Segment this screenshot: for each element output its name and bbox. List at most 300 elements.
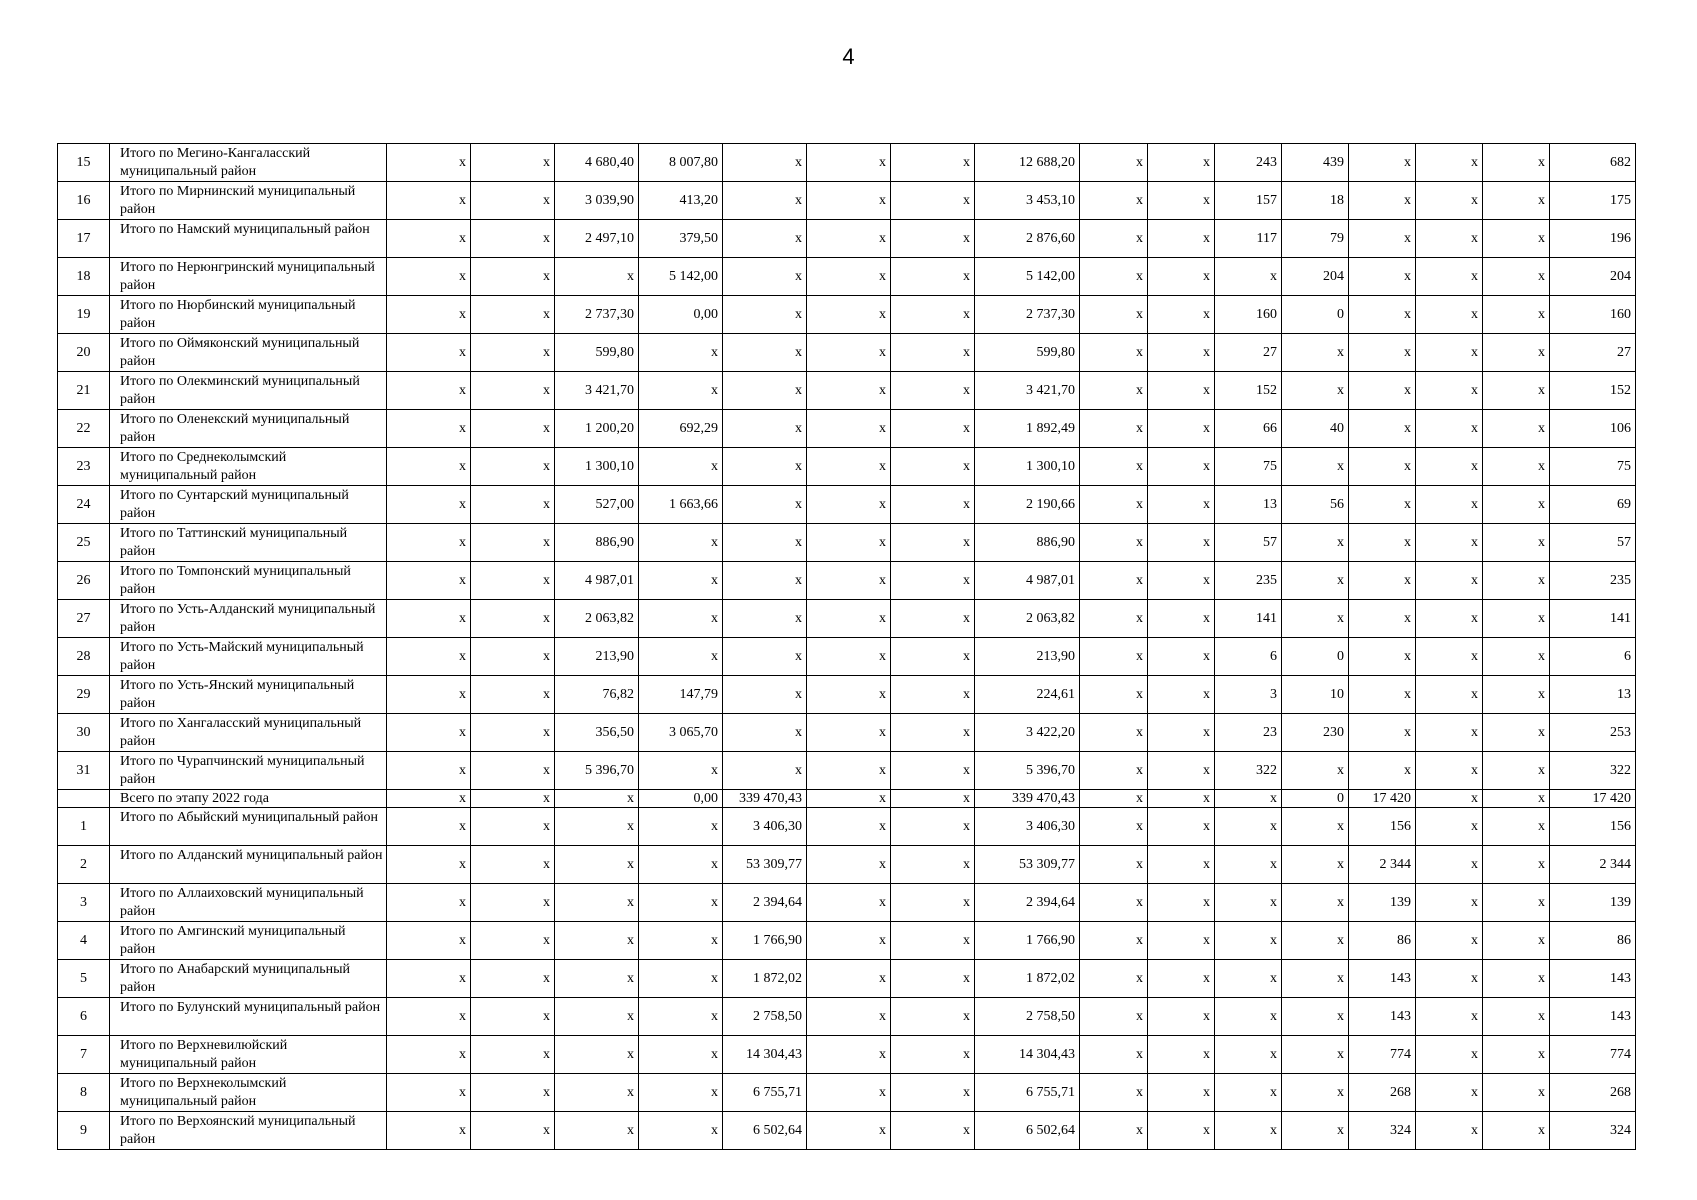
value-cell: 3 065,70: [639, 714, 723, 752]
value-cell: x: [891, 638, 975, 676]
value-cell: 157: [1215, 182, 1282, 220]
value-cell: 2 063,82: [975, 600, 1080, 638]
value-cell: x: [1080, 846, 1148, 884]
value-cell: 224,61: [975, 676, 1080, 714]
value-cell: x: [1080, 144, 1148, 182]
value-cell: x: [1148, 846, 1215, 884]
value-cell: x: [1416, 410, 1483, 448]
value-cell: 774: [1349, 1036, 1416, 1074]
table-row: [58, 334, 1636, 372]
value-cell: x: [807, 676, 891, 714]
value-cell: x: [1483, 1112, 1550, 1150]
value-cell: 86: [1550, 922, 1636, 960]
value-cell: 3 421,70: [555, 372, 639, 410]
value-cell: 230: [1282, 714, 1349, 752]
row-number: [58, 790, 110, 808]
value-cell: x: [1483, 846, 1550, 884]
value-cell: 4 987,01: [975, 562, 1080, 600]
value-cell: x: [807, 524, 891, 562]
value-cell: x: [1282, 600, 1349, 638]
value-cell: x: [1080, 220, 1148, 258]
value-cell: x: [1148, 182, 1215, 220]
table-row: [58, 372, 1636, 410]
value-cell: x: [555, 884, 639, 922]
value-cell: x: [1483, 808, 1550, 846]
value-cell: 6 502,64: [975, 1112, 1080, 1150]
value-cell: x: [387, 676, 471, 714]
value-cell: 143: [1349, 960, 1416, 998]
value-cell: x: [1416, 1112, 1483, 1150]
value-cell: 268: [1349, 1074, 1416, 1112]
value-cell: x: [1483, 220, 1550, 258]
row-number: 25: [58, 524, 110, 562]
value-cell: 17 420: [1349, 790, 1416, 808]
value-cell: 1 300,10: [975, 448, 1080, 486]
value-cell: x: [807, 1112, 891, 1150]
value-cell: x: [387, 524, 471, 562]
value-cell: x: [807, 334, 891, 372]
page-number: 4: [842, 44, 855, 69]
value-cell: 2 190,66: [975, 486, 1080, 524]
table-row: [58, 638, 1636, 676]
value-cell: 2 737,30: [975, 296, 1080, 334]
summary-table: [57, 143, 1636, 1150]
row-number: 8: [58, 1074, 110, 1112]
value-cell: x: [1416, 752, 1483, 790]
value-cell: 23: [1215, 714, 1282, 752]
value-cell: 439: [1282, 144, 1349, 182]
table-row: [58, 258, 1636, 296]
value-cell: x: [807, 410, 891, 448]
value-cell: x: [471, 448, 555, 486]
value-cell: 3 406,30: [723, 808, 807, 846]
value-cell: x: [1282, 846, 1349, 884]
row-number: 21: [58, 372, 110, 410]
value-cell: x: [1483, 524, 1550, 562]
value-cell: x: [723, 258, 807, 296]
value-cell: x: [1148, 562, 1215, 600]
value-cell: x: [1349, 676, 1416, 714]
value-cell: x: [1349, 258, 1416, 296]
value-cell: x: [807, 562, 891, 600]
value-cell: x: [387, 998, 471, 1036]
value-cell: 175: [1550, 182, 1636, 220]
value-cell: x: [1483, 676, 1550, 714]
value-cell: x: [807, 846, 891, 884]
value-cell: x: [1282, 562, 1349, 600]
value-cell: 117: [1215, 220, 1282, 258]
value-cell: x: [1416, 676, 1483, 714]
value-cell: x: [387, 638, 471, 676]
district-name: Итого по Абыйский муниципальный район: [110, 808, 387, 846]
value-cell: x: [1483, 144, 1550, 182]
table-row: [58, 790, 1636, 808]
value-cell: x: [471, 562, 555, 600]
value-cell: 147,79: [639, 676, 723, 714]
value-cell: x: [471, 220, 555, 258]
value-cell: x: [1080, 448, 1148, 486]
value-cell: 356,50: [555, 714, 639, 752]
value-cell: x: [471, 922, 555, 960]
value-cell: x: [1349, 600, 1416, 638]
value-cell: x: [387, 372, 471, 410]
row-number: 27: [58, 600, 110, 638]
value-cell: x: [807, 1036, 891, 1074]
value-cell: x: [555, 998, 639, 1036]
row-number: 16: [58, 182, 110, 220]
value-cell: x: [387, 334, 471, 372]
value-cell: 53 309,77: [723, 846, 807, 884]
district-name: Итого по Булунский муниципальный район: [110, 998, 387, 1036]
value-cell: x: [387, 752, 471, 790]
value-cell: x: [471, 846, 555, 884]
value-cell: x: [723, 182, 807, 220]
value-cell: x: [639, 884, 723, 922]
value-cell: 0,00: [639, 296, 723, 334]
table-row: [58, 1036, 1636, 1074]
value-cell: 322: [1550, 752, 1636, 790]
value-cell: x: [1148, 808, 1215, 846]
value-cell: x: [807, 1074, 891, 1112]
value-cell: 2 394,64: [975, 884, 1080, 922]
value-cell: 3 039,90: [555, 182, 639, 220]
row-number: 5: [58, 960, 110, 998]
value-cell: 12 688,20: [975, 144, 1080, 182]
value-cell: x: [1148, 638, 1215, 676]
value-cell: 86: [1349, 922, 1416, 960]
district-name: Всего по этапу 2022 года: [110, 790, 387, 808]
value-cell: 213,90: [975, 638, 1080, 676]
value-cell: x: [387, 448, 471, 486]
value-cell: 143: [1349, 998, 1416, 1036]
value-cell: x: [723, 752, 807, 790]
table-row: [58, 600, 1636, 638]
value-cell: x: [471, 808, 555, 846]
table-row: [58, 1112, 1636, 1150]
value-cell: 0: [1282, 296, 1349, 334]
table-row: [58, 296, 1636, 334]
value-cell: x: [1483, 182, 1550, 220]
value-cell: x: [723, 600, 807, 638]
row-number: 24: [58, 486, 110, 524]
value-cell: 76,82: [555, 676, 639, 714]
value-cell: x: [387, 1074, 471, 1112]
value-cell: 413,20: [639, 182, 723, 220]
value-cell: x: [1148, 752, 1215, 790]
value-cell: x: [1483, 486, 1550, 524]
value-cell: x: [1215, 922, 1282, 960]
value-cell: x: [1148, 524, 1215, 562]
value-cell: x: [891, 884, 975, 922]
value-cell: 143: [1550, 960, 1636, 998]
value-cell: 599,80: [975, 334, 1080, 372]
value-cell: x: [1080, 410, 1148, 448]
value-cell: x: [1349, 296, 1416, 334]
value-cell: 14 304,43: [723, 1036, 807, 1074]
value-cell: 160: [1550, 296, 1636, 334]
value-cell: 1 892,49: [975, 410, 1080, 448]
value-cell: x: [891, 182, 975, 220]
value-cell: x: [1483, 410, 1550, 448]
table-row: [58, 220, 1636, 258]
value-cell: x: [1080, 752, 1148, 790]
value-cell: x: [639, 752, 723, 790]
value-cell: 5 396,70: [975, 752, 1080, 790]
value-cell: 17 420: [1550, 790, 1636, 808]
value-cell: x: [1148, 448, 1215, 486]
value-cell: x: [1349, 410, 1416, 448]
value-cell: x: [471, 998, 555, 1036]
value-cell: x: [1416, 486, 1483, 524]
row-number: 2: [58, 846, 110, 884]
value-cell: x: [1080, 296, 1148, 334]
value-cell: x: [639, 960, 723, 998]
value-cell: x: [1080, 714, 1148, 752]
value-cell: x: [1483, 922, 1550, 960]
value-cell: 2 344: [1349, 846, 1416, 884]
value-cell: 235: [1550, 562, 1636, 600]
value-cell: x: [723, 714, 807, 752]
value-cell: 75: [1215, 448, 1282, 486]
table-row: [58, 410, 1636, 448]
value-cell: x: [891, 334, 975, 372]
value-cell: x: [891, 714, 975, 752]
value-cell: x: [1148, 922, 1215, 960]
value-cell: 18: [1282, 182, 1349, 220]
value-cell: 1 663,66: [639, 486, 723, 524]
value-cell: x: [807, 486, 891, 524]
value-cell: x: [1349, 144, 1416, 182]
value-cell: x: [1416, 296, 1483, 334]
value-cell: x: [1483, 562, 1550, 600]
value-cell: x: [639, 1074, 723, 1112]
value-cell: x: [1416, 1036, 1483, 1074]
value-cell: x: [1483, 258, 1550, 296]
value-cell: x: [723, 486, 807, 524]
value-cell: 6 502,64: [723, 1112, 807, 1150]
value-cell: 13: [1215, 486, 1282, 524]
value-cell: x: [807, 922, 891, 960]
value-cell: x: [891, 372, 975, 410]
value-cell: x: [1215, 960, 1282, 998]
value-cell: 3: [1215, 676, 1282, 714]
table-row: [58, 144, 1636, 182]
value-cell: 0: [1282, 790, 1349, 808]
value-cell: x: [723, 562, 807, 600]
value-cell: 339 470,43: [975, 790, 1080, 808]
value-cell: x: [639, 1112, 723, 1150]
value-cell: x: [555, 1112, 639, 1150]
row-number: 9: [58, 1112, 110, 1150]
value-cell: x: [1215, 846, 1282, 884]
value-cell: x: [639, 372, 723, 410]
value-cell: 268: [1550, 1074, 1636, 1112]
value-cell: x: [639, 562, 723, 600]
value-cell: 4 680,40: [555, 144, 639, 182]
value-cell: x: [1080, 808, 1148, 846]
value-cell: 196: [1550, 220, 1636, 258]
value-cell: x: [723, 296, 807, 334]
value-cell: x: [891, 600, 975, 638]
value-cell: x: [471, 182, 555, 220]
value-cell: x: [1349, 486, 1416, 524]
value-cell: 66: [1215, 410, 1282, 448]
table-row: [58, 846, 1636, 884]
value-cell: x: [1080, 960, 1148, 998]
value-cell: 204: [1550, 258, 1636, 296]
value-cell: 27: [1215, 334, 1282, 372]
value-cell: x: [1483, 372, 1550, 410]
value-cell: x: [891, 296, 975, 334]
value-cell: x: [555, 1074, 639, 1112]
value-cell: 57: [1215, 524, 1282, 562]
value-cell: 160: [1215, 296, 1282, 334]
value-cell: x: [807, 220, 891, 258]
value-cell: 339 470,43: [723, 790, 807, 808]
value-cell: 527,00: [555, 486, 639, 524]
value-cell: x: [1148, 486, 1215, 524]
district-name: Итого по Чурапчинский муниципальный район: [110, 752, 387, 790]
table-row: [58, 524, 1636, 562]
row-number: 18: [58, 258, 110, 296]
value-cell: x: [1282, 372, 1349, 410]
value-cell: x: [555, 790, 639, 808]
value-cell: x: [1349, 334, 1416, 372]
value-cell: 6: [1550, 638, 1636, 676]
value-cell: x: [1416, 884, 1483, 922]
table-row: [58, 998, 1636, 1036]
value-cell: 1 872,02: [723, 960, 807, 998]
district-name: Итого по Мирнинский муниципальный район: [110, 182, 387, 220]
value-cell: 682: [1550, 144, 1636, 182]
district-name: Итого по Намский муниципальный район: [110, 220, 387, 258]
value-cell: x: [387, 258, 471, 296]
value-cell: x: [1416, 372, 1483, 410]
value-cell: x: [1483, 334, 1550, 372]
value-cell: 3 421,70: [975, 372, 1080, 410]
value-cell: x: [387, 220, 471, 258]
value-cell: 1 300,10: [555, 448, 639, 486]
district-name: Итого по Усть-Майский муниципальный район: [110, 638, 387, 676]
value-cell: x: [639, 334, 723, 372]
value-cell: x: [387, 562, 471, 600]
value-cell: x: [1282, 752, 1349, 790]
value-cell: x: [807, 144, 891, 182]
value-cell: 14 304,43: [975, 1036, 1080, 1074]
value-cell: x: [1416, 258, 1483, 296]
value-cell: x: [891, 562, 975, 600]
value-cell: 8 007,80: [639, 144, 723, 182]
value-cell: x: [387, 182, 471, 220]
value-cell: x: [807, 790, 891, 808]
value-cell: x: [555, 258, 639, 296]
value-cell: x: [1148, 220, 1215, 258]
value-cell: 322: [1215, 752, 1282, 790]
value-cell: 40: [1282, 410, 1349, 448]
value-cell: x: [891, 144, 975, 182]
value-cell: x: [1148, 600, 1215, 638]
value-cell: x: [387, 486, 471, 524]
value-cell: x: [471, 714, 555, 752]
value-cell: x: [1282, 922, 1349, 960]
district-name: Итого по Олекминский муниципальный район: [110, 372, 387, 410]
value-cell: x: [471, 144, 555, 182]
table-row: [58, 1074, 1636, 1112]
value-cell: x: [471, 372, 555, 410]
value-cell: x: [639, 922, 723, 960]
value-cell: x: [1282, 1074, 1349, 1112]
value-cell: x: [1483, 296, 1550, 334]
value-cell: x: [1148, 884, 1215, 922]
value-cell: x: [1349, 638, 1416, 676]
value-cell: 2 063,82: [555, 600, 639, 638]
value-cell: x: [1080, 998, 1148, 1036]
value-cell: x: [807, 182, 891, 220]
value-cell: 57: [1550, 524, 1636, 562]
value-cell: x: [723, 638, 807, 676]
value-cell: x: [1416, 998, 1483, 1036]
value-cell: 6 755,71: [723, 1074, 807, 1112]
value-cell: x: [1080, 1036, 1148, 1074]
value-cell: x: [1215, 790, 1282, 808]
district-name: Итого по Оймяконский муниципальный район: [110, 334, 387, 372]
value-cell: 2 758,50: [723, 998, 807, 1036]
row-number: 3: [58, 884, 110, 922]
row-number: 4: [58, 922, 110, 960]
district-name: Итого по Аллаиховский муниципальный район: [110, 884, 387, 922]
value-cell: x: [1349, 714, 1416, 752]
value-cell: x: [1148, 410, 1215, 448]
value-cell: x: [1483, 600, 1550, 638]
value-cell: 79: [1282, 220, 1349, 258]
value-cell: x: [891, 846, 975, 884]
value-cell: x: [891, 1036, 975, 1074]
value-cell: 2 737,30: [555, 296, 639, 334]
value-cell: 774: [1550, 1036, 1636, 1074]
value-cell: 5 142,00: [639, 258, 723, 296]
value-cell: x: [387, 144, 471, 182]
value-cell: x: [1148, 714, 1215, 752]
value-cell: x: [1416, 922, 1483, 960]
value-cell: x: [471, 334, 555, 372]
value-cell: x: [1416, 808, 1483, 846]
value-cell: x: [387, 808, 471, 846]
district-name: Итого по Усть-Алданский муниципальный район: [110, 600, 387, 638]
value-cell: x: [1483, 884, 1550, 922]
value-cell: x: [723, 524, 807, 562]
district-name: Итого по Амгинский муниципальный район: [110, 922, 387, 960]
value-cell: x: [471, 296, 555, 334]
value-cell: x: [1080, 1112, 1148, 1150]
value-cell: 13: [1550, 676, 1636, 714]
district-name: Итого по Усть-Янский муниципальный район: [110, 676, 387, 714]
value-cell: x: [1215, 998, 1282, 1036]
value-cell: x: [891, 1074, 975, 1112]
value-cell: 324: [1550, 1112, 1636, 1150]
value-cell: x: [891, 1112, 975, 1150]
value-cell: x: [1416, 562, 1483, 600]
district-name: Итого по Анабарский муниципальный район: [110, 960, 387, 998]
value-cell: x: [1148, 1074, 1215, 1112]
value-cell: x: [1483, 448, 1550, 486]
value-cell: 1 200,20: [555, 410, 639, 448]
value-cell: 324: [1349, 1112, 1416, 1150]
value-cell: x: [1282, 1112, 1349, 1150]
value-cell: x: [1349, 752, 1416, 790]
value-cell: x: [723, 144, 807, 182]
value-cell: 106: [1550, 410, 1636, 448]
district-name: Итого по Алданский муниципальный район: [110, 846, 387, 884]
